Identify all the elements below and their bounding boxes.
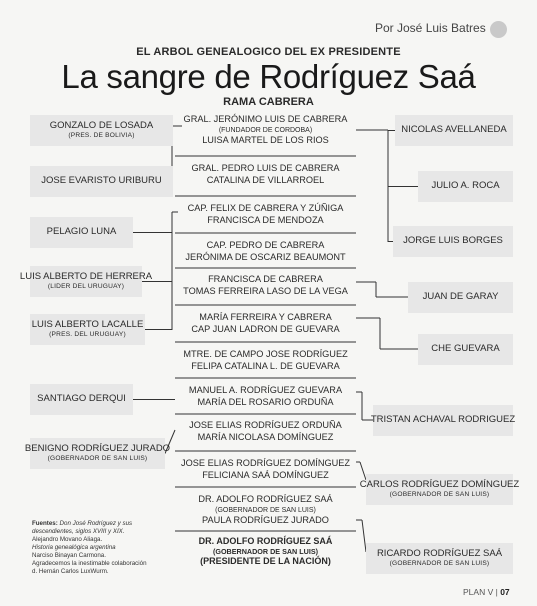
chain-entry-final xyxy=(175,536,356,567)
chain-name: (GOBERNADOR DE SAN LUIS) xyxy=(212,547,319,556)
chain-name: FRANCISCA DE CABRERA xyxy=(208,274,323,284)
chain-name: TOMAS FERREIRA LASO DE LA VEGA xyxy=(183,285,348,296)
relative-title: (PRES. DE BOLIVIA) xyxy=(68,132,135,140)
page-title: La sangre de Rodríguez Saá xyxy=(61,58,476,95)
relative-name: JULIO A. ROCA xyxy=(431,180,500,192)
sources-line: Historia genealógica argentina xyxy=(32,544,116,551)
relative-name: RICARDO RODRÍGUEZ SAÁ xyxy=(376,548,503,560)
chain-entry xyxy=(175,385,356,408)
chain-name: FELIPA CATALINA L. DE GUEVARA xyxy=(191,360,340,371)
chain-name: (FUNDADOR DE CORDOBA) xyxy=(218,126,313,134)
sources-line: Alejandro Movano Aliaga. xyxy=(32,536,103,543)
left-relative-box xyxy=(19,266,153,297)
relative-name: SANTIAGO DERQUI xyxy=(37,393,126,405)
relative-title: (GOBERNADOR DE SAN LUIS) xyxy=(47,455,148,463)
left-relative-box xyxy=(30,314,145,345)
relative-name: CHE GUEVARA xyxy=(431,343,500,355)
relative-name: PELAGIO LUNA xyxy=(46,226,117,238)
left-relative-box xyxy=(30,166,173,197)
chain-name: (GOBERNADOR DE SAN LUIS) xyxy=(215,506,316,514)
chain-entry xyxy=(175,458,356,481)
relative-name: BENIGNO RODRÍGUEZ JURADO xyxy=(24,443,171,455)
chain-name: CAP. PEDRO DE CABRERA xyxy=(206,240,325,250)
relative-name: JUAN DE GARAY xyxy=(422,291,499,303)
byline: Por José Luis Batres xyxy=(375,21,486,35)
relative-name: JORGE LUIS BORGES xyxy=(403,235,503,247)
sources-line: descendientes, siglos XVIII y XIX. xyxy=(32,528,125,535)
chain-name: CAP JUAN LADRON DE GUEVARA xyxy=(191,323,340,334)
chain-name: LUISA MARTEL DE LOS RIOS xyxy=(202,134,329,145)
relative-title: (LIDER DEL URUGUAY) xyxy=(47,283,125,291)
right-relative-box xyxy=(418,171,513,202)
chain-entry xyxy=(175,349,356,372)
left-relative-box xyxy=(24,438,171,469)
chain-name: JOSE ELIAS RODRÍGUEZ ORDUÑA xyxy=(189,420,342,430)
chain-entry xyxy=(175,240,356,263)
relative-name: JOSE EVARISTO URIBURU xyxy=(41,175,162,187)
right-relative-box xyxy=(418,334,513,365)
left-relative-box xyxy=(30,115,173,146)
chain-name: DR. ADOLFO RODRÍGUEZ SAÁ xyxy=(198,494,333,504)
chain-name: GRAL. JERÓNIMO LUIS DE CABRERA xyxy=(183,114,348,124)
page-number: 07 xyxy=(500,587,510,597)
chain-name: MTRE. DE CAMPO JOSE RODRÍGUEZ xyxy=(183,349,348,359)
sources-line: d. Hernán Carlos LuxWurm. xyxy=(32,568,109,575)
sources-label: Fuentes: xyxy=(32,520,58,527)
left-relative-box xyxy=(30,217,133,248)
page-footer: PLAN V | 07 xyxy=(463,587,510,597)
relative-name: LUIS ALBERTO DE HERRERA xyxy=(19,271,153,283)
chain-name: MARÍA FERREIRA Y CABRERA xyxy=(199,312,332,322)
chain-name: CAP. FELIX DE CABRERA Y ZÚÑIGA xyxy=(187,203,344,213)
sources-note xyxy=(32,520,182,576)
sources-line: Agradecemos la inestimable colaboración xyxy=(32,560,147,567)
sources-line: Narciso Binayan Carmona. xyxy=(32,552,106,559)
chain-name: CATALINA DE VILLARROEL xyxy=(206,174,325,185)
chain-name: MARÍA DEL ROSARIO ORDUÑA xyxy=(197,396,334,407)
relative-name: TRISTAN ACHAVAL RODRIGUEZ xyxy=(370,414,516,426)
chain-name: (PRESIDENTE DE LA NACIÓN) xyxy=(200,556,331,566)
relative-name: CARLOS RODRÍGUEZ DOMÍNGUEZ xyxy=(359,479,520,491)
chain-entry xyxy=(175,114,356,146)
right-relative-box xyxy=(395,115,513,146)
kicker: EL ARBOL GENEALOGICO DEL EX PRESIDENTE xyxy=(136,46,401,58)
left-relative-box xyxy=(30,384,133,415)
chain-name: JOSE ELIAS RODRÍGUEZ DOMÍNGUEZ xyxy=(181,458,350,468)
sources-line: Don José Rodríguez y sus xyxy=(59,520,133,527)
relative-title: (GOBERNADOR DE SAN LUIS) xyxy=(389,491,490,499)
chain-entry xyxy=(175,312,356,335)
chain-name: JERÓNIMA DE OSCARIZ BEAUMONT xyxy=(185,251,346,262)
branch-label: RAMA CABRERA xyxy=(223,96,314,108)
chain-name: GRAL. PEDRO LUIS DE CABRERA xyxy=(191,163,340,173)
byline-dot-icon xyxy=(490,21,507,38)
footer-section: PLAN V xyxy=(463,587,494,597)
chain-name: DR. ADOLFO RODRÍGUEZ SAÁ xyxy=(198,536,333,546)
relative-name: GONZALO DE LOSADA xyxy=(49,120,154,132)
chain-name: MANUEL A. RODRÍGUEZ GUEVARA xyxy=(188,385,343,395)
relative-title: (PRES. DEL URUGUAY) xyxy=(49,331,126,339)
right-relative-box xyxy=(359,474,520,505)
right-relative-box xyxy=(366,543,513,574)
chain-name: MARÍA NICOLASA DOMÍNGUEZ xyxy=(197,431,334,442)
chain-name: PAULA RODRÍGUEZ JURADO xyxy=(202,514,329,525)
right-relative-box xyxy=(370,405,516,436)
chain-entry xyxy=(175,274,356,297)
relative-name: LUIS ALBERTO LACALLE xyxy=(31,319,144,331)
chain-name: FELICIANA SAÁ DOMÍNGUEZ xyxy=(202,469,329,480)
right-relative-box xyxy=(408,282,513,313)
chain-entry xyxy=(175,420,356,443)
chain-entry xyxy=(175,163,356,186)
chain-name: FRANCISCA DE MENDOZA xyxy=(207,214,324,225)
relative-title: (GOBERNADOR DE SAN LUIS) xyxy=(389,560,490,568)
relative-name: NICOLAS AVELLANEDA xyxy=(401,124,507,136)
chain-entry xyxy=(175,203,356,226)
right-relative-box xyxy=(393,226,513,257)
chain-entry xyxy=(175,494,356,526)
